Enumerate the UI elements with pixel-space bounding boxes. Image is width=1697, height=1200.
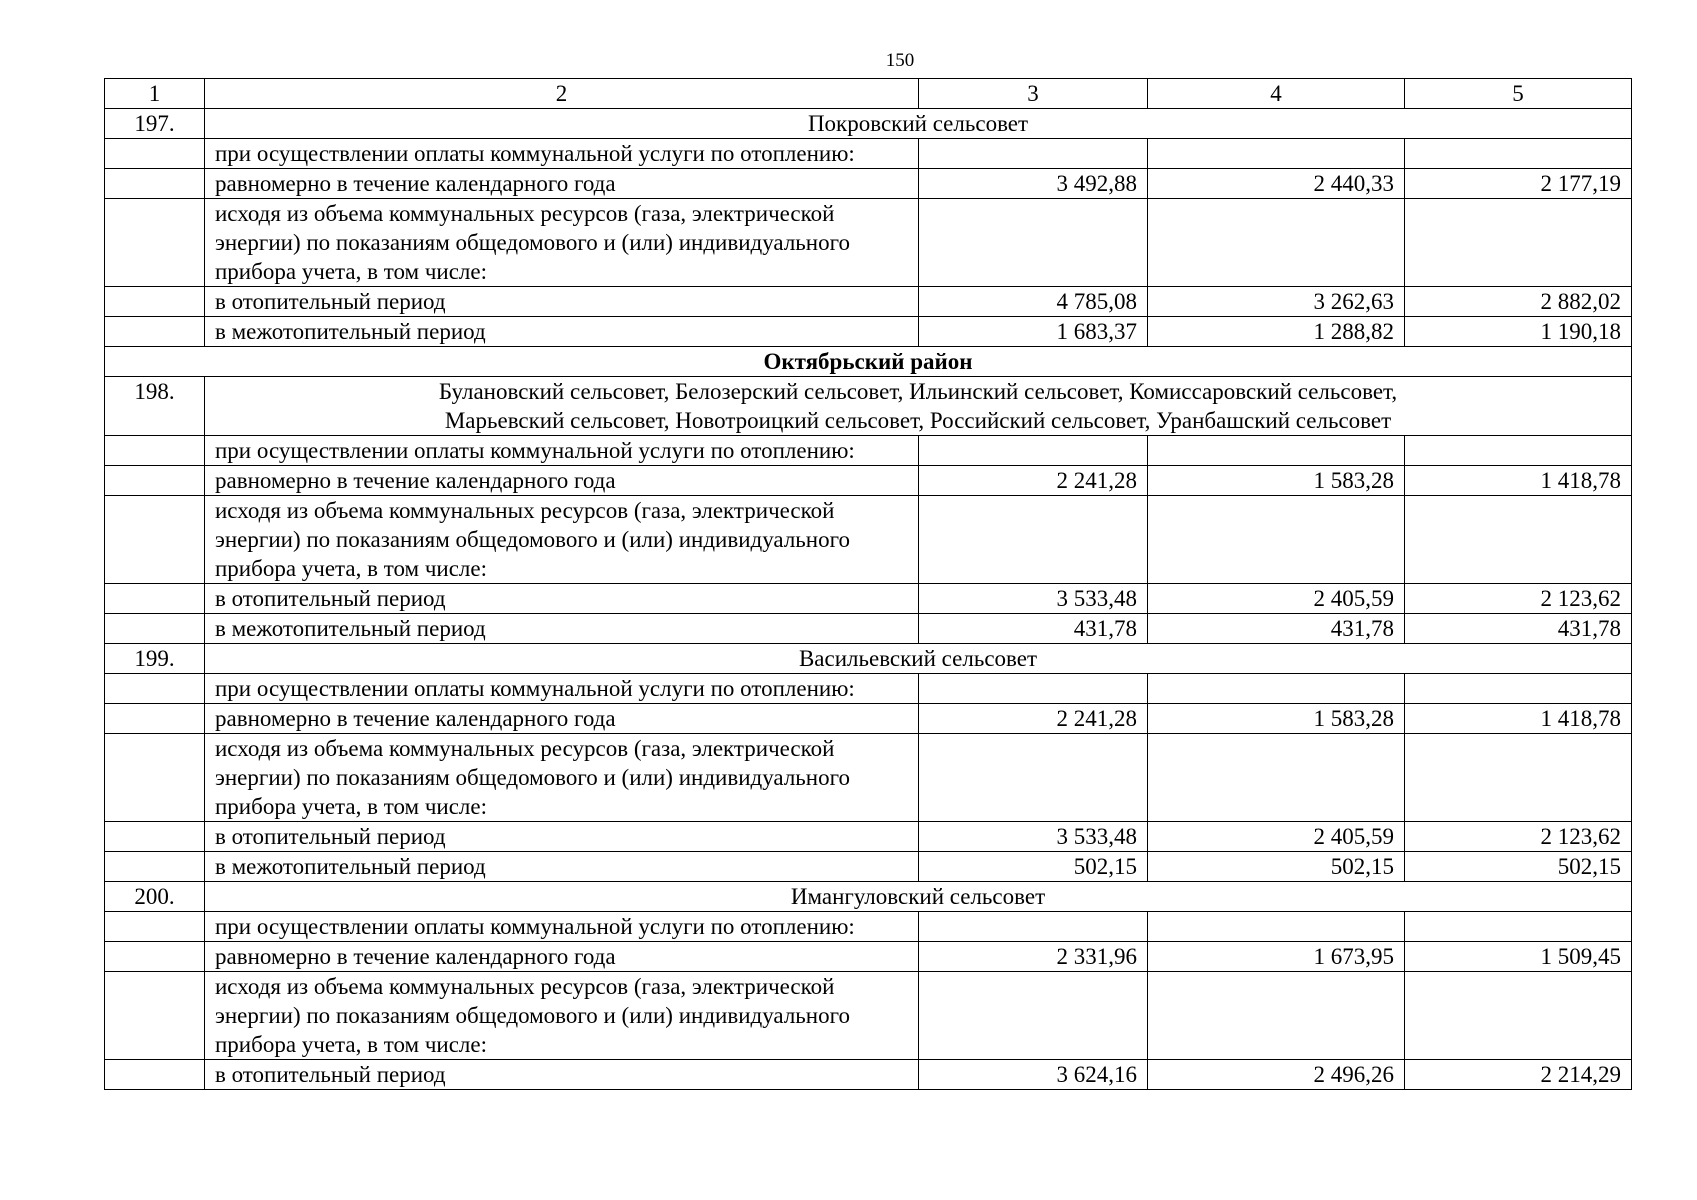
table-row (105, 584, 1632, 614)
settlement-names-line: Булановский сельсовет, Белозерский сельсовет, Ильинский сельсовет, Комиссаровский сельсовет, (438, 379, 1398, 404)
row-label: в отопительный период (205, 584, 919, 614)
value-col-5: 1 418,78 (1405, 466, 1632, 496)
table-row (105, 169, 1632, 199)
value-col-5 (1405, 674, 1632, 704)
table-row (105, 436, 1632, 466)
value-col-3: 3 533,48 (919, 822, 1148, 852)
settlement-group-row (105, 377, 1632, 436)
row-label: исходя из объема коммунальных ресурсов (газа, электрической энергии) по показаниям общедомового и (или) индивидуального прибора учета, в том числе: (205, 496, 919, 584)
row-number-cell (105, 912, 205, 942)
value-col-5 (1405, 912, 1632, 942)
table-row (105, 287, 1632, 317)
value-col-5: 1 418,78 (1405, 704, 1632, 734)
row-number-cell (105, 852, 205, 882)
row-label: в отопительный период (205, 1060, 919, 1090)
row-label: при осуществлении оплаты коммунальной услуги по отоплению: (205, 912, 919, 942)
row-label: в межотопительный период (205, 852, 919, 882)
table-row (105, 317, 1632, 347)
value-col-4: 1 583,28 (1148, 466, 1405, 496)
settlement-group-row (105, 109, 1632, 139)
value-col-5: 431,78 (1405, 614, 1632, 644)
row-number: 199. (105, 644, 205, 674)
row-number-cell (105, 436, 205, 466)
row-label: исходя из объема коммунальных ресурсов (газа, электрической энергии) по показаниям общедомового и (или) индивидуального прибора учета, в том числе: (205, 734, 919, 822)
value-col-4 (1148, 912, 1405, 942)
row-number-cell (105, 199, 205, 287)
table-row (105, 466, 1632, 496)
value-col-4 (1148, 139, 1405, 169)
value-col-3 (919, 199, 1148, 287)
table-row (105, 496, 1632, 584)
row-label: равномерно в течение календарного года (205, 704, 919, 734)
row-label: в межотопительный период (205, 614, 919, 644)
row-label: исходя из объема коммунальных ресурсов (газа, электрической энергии) по показаниям общедомового и (или) индивидуального прибора учета, в том числе: (205, 199, 919, 287)
row-number-cell (105, 139, 205, 169)
row-number-cell (105, 1060, 205, 1090)
row-label: в межотопительный период (205, 317, 919, 347)
row-label: равномерно в течение календарного года (205, 466, 919, 496)
value-col-3: 2 241,28 (919, 466, 1148, 496)
column-header-4: 4 (1148, 79, 1405, 109)
value-col-4: 1 288,82 (1148, 317, 1405, 347)
tariff-table (104, 78, 1632, 1090)
column-header-1: 1 (105, 79, 205, 109)
row-number: 198. (105, 377, 205, 436)
row-number-cell (105, 317, 205, 347)
row-number: 200. (105, 882, 205, 912)
value-col-4: 2 496,26 (1148, 1060, 1405, 1090)
column-header-3: 3 (919, 79, 1148, 109)
row-label: равномерно в течение календарного года (205, 942, 919, 972)
table-row (105, 674, 1632, 704)
row-number-cell (105, 496, 205, 584)
column-header-5: 5 (1405, 79, 1632, 109)
row-number-cell (105, 584, 205, 614)
table-row (105, 852, 1632, 882)
row-number-cell (105, 674, 205, 704)
value-col-3: 1 683,37 (919, 317, 1148, 347)
value-col-3: 502,15 (919, 852, 1148, 882)
value-col-3 (919, 436, 1148, 466)
settlement-names-line: Марьевский сельсовет, Новотроицкий сельсовет, Российский сельсовет, Уранбашский сельсовет (444, 408, 1392, 433)
value-col-3: 3 624,16 (919, 1060, 1148, 1090)
row-label: исходя из объема коммунальных ресурсов (газа, электрической энергии) по показаниям общедомового и (или) индивидуального прибора учета, в том числе: (205, 972, 919, 1060)
value-col-4: 502,15 (1148, 852, 1405, 882)
column-header-row (105, 79, 1632, 109)
table-row (105, 199, 1632, 287)
tariff-table-body (105, 79, 1632, 1090)
value-col-4 (1148, 972, 1405, 1060)
table-row (105, 972, 1632, 1060)
page-number: 150 (885, 50, 915, 71)
value-col-5 (1405, 139, 1632, 169)
value-col-5: 2 214,29 (1405, 1060, 1632, 1090)
value-col-4: 2 405,59 (1148, 822, 1405, 852)
value-col-5 (1405, 972, 1632, 1060)
value-col-3: 431,78 (919, 614, 1148, 644)
row-number-cell (105, 942, 205, 972)
row-label: при осуществлении оплаты коммунальной услуги по отоплению: (205, 436, 919, 466)
row-number-cell (105, 704, 205, 734)
table-row (105, 912, 1632, 942)
value-col-5 (1405, 496, 1632, 584)
value-col-3: 2 331,96 (919, 942, 1148, 972)
settlement-group-row (105, 644, 1632, 674)
value-col-4: 2 405,59 (1148, 584, 1405, 614)
value-col-4: 1 583,28 (1148, 704, 1405, 734)
value-col-3 (919, 496, 1148, 584)
row-label: при осуществлении оплаты коммунальной услуги по отоплению: (205, 674, 919, 704)
settlement-name: Имангуловский сельсовет (205, 882, 1632, 912)
value-col-5 (1405, 436, 1632, 466)
value-col-5: 2 123,62 (1405, 584, 1632, 614)
value-col-3 (919, 674, 1148, 704)
table-row (105, 614, 1632, 644)
value-col-3 (919, 972, 1148, 1060)
value-col-4: 1 673,95 (1148, 942, 1405, 972)
value-col-4 (1148, 436, 1405, 466)
row-label: в отопительный период (205, 287, 919, 317)
value-col-4: 2 440,33 (1148, 169, 1405, 199)
settlement-name: Васильевский сельсовет (205, 644, 1632, 674)
row-number: 197. (105, 109, 205, 139)
value-col-3 (919, 139, 1148, 169)
district-row (105, 347, 1632, 377)
district-name: Октябрьский район (105, 347, 1632, 377)
table-row (105, 822, 1632, 852)
settlement-names (205, 377, 1632, 436)
row-number-cell (105, 614, 205, 644)
settlement-name: Покровский сельсовет (205, 109, 1632, 139)
table-row (105, 942, 1632, 972)
tariff-table-wrapper (104, 78, 1631, 1090)
value-col-4 (1148, 674, 1405, 704)
row-number-cell (105, 734, 205, 822)
row-number-cell (105, 822, 205, 852)
value-col-3 (919, 734, 1148, 822)
value-col-3: 3 533,48 (919, 584, 1148, 614)
value-col-4 (1148, 496, 1405, 584)
row-number-cell (105, 169, 205, 199)
row-number-cell (105, 972, 205, 1060)
value-col-5: 502,15 (1405, 852, 1632, 882)
value-col-5 (1405, 734, 1632, 822)
value-col-5: 1 509,45 (1405, 942, 1632, 972)
value-col-4 (1148, 734, 1405, 822)
row-number-cell (105, 287, 205, 317)
value-col-5: 2 123,62 (1405, 822, 1632, 852)
table-row (105, 734, 1632, 822)
table-row (105, 704, 1632, 734)
row-number-cell (105, 466, 205, 496)
value-col-4 (1148, 199, 1405, 287)
value-col-5: 2 882,02 (1405, 287, 1632, 317)
settlement-group-row (105, 882, 1632, 912)
column-header-2: 2 (205, 79, 919, 109)
value-col-5: 2 177,19 (1405, 169, 1632, 199)
value-col-3: 3 492,88 (919, 169, 1148, 199)
table-row (105, 139, 1632, 169)
row-label: равномерно в течение календарного года (205, 169, 919, 199)
value-col-3: 4 785,08 (919, 287, 1148, 317)
value-col-5 (1405, 199, 1632, 287)
value-col-3 (919, 912, 1148, 942)
value-col-4: 431,78 (1148, 614, 1405, 644)
row-label: при осуществлении оплаты коммунальной услуги по отоплению: (205, 139, 919, 169)
row-label: в отопительный период (205, 822, 919, 852)
value-col-5: 1 190,18 (1405, 317, 1632, 347)
value-col-3: 2 241,28 (919, 704, 1148, 734)
value-col-4: 3 262,63 (1148, 287, 1405, 317)
table-row (105, 1060, 1632, 1090)
